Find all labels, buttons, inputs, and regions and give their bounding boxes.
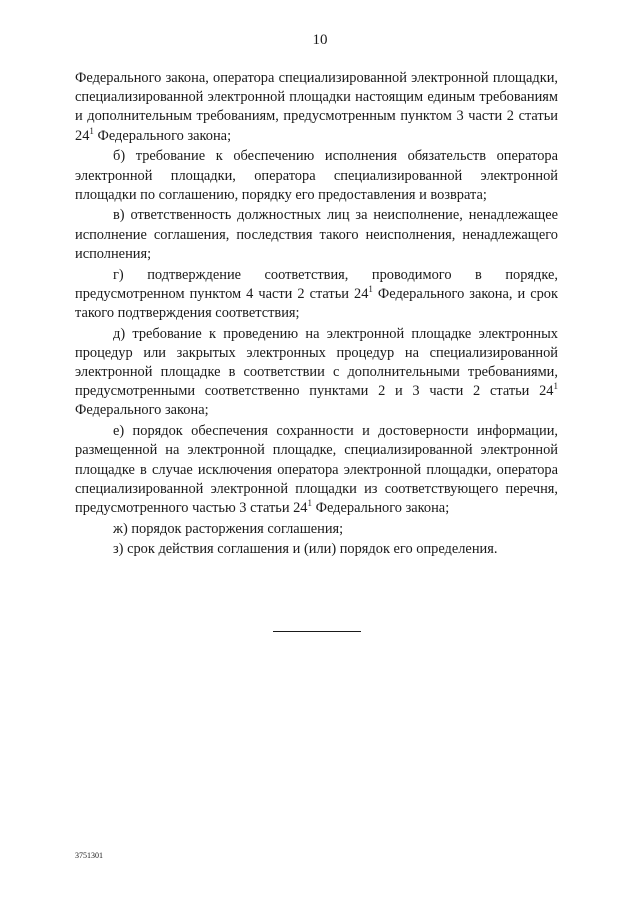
list-item-zh: ж) порядок расторжения соглашения; bbox=[113, 520, 344, 537]
paragraph-tail: Федерального закона; bbox=[93, 127, 232, 144]
paragraph-text: Федерального закона, оператора специализированной электронной площадки, специализированной электронной площадки настоящим единым требованиям и дополнительным требованиям, предусмотренным пунктом 3 части 2 статьи 24 bbox=[75, 70, 558, 144]
paragraph-text: д) требование к проведению на электронной площадке электронных процедур или закрытых электронных процедур на специализированной электронной площадке в соответствии с дополнительными требованиями, предусмотренными соответственно пунктами 2 и 3 части 2 статьи 24 bbox=[75, 325, 558, 400]
document-code: 3751301 bbox=[75, 851, 103, 860]
list-item-e bbox=[75, 422, 558, 518]
list-item-z: з) срок действия соглашения и (или) порядок его определения. bbox=[113, 541, 498, 558]
document-body bbox=[75, 69, 558, 561]
superscript: 1 bbox=[368, 283, 373, 294]
list-item-d bbox=[75, 325, 558, 421]
list-item-v: в) ответственность должностных лиц за неисполнение, ненадлежащее исполнение соглашения, последствия такого неисполнения, ненадлежащего исполнения; bbox=[75, 207, 558, 262]
end-rule bbox=[273, 631, 361, 632]
paragraph-tail: Федерального закона; bbox=[75, 402, 209, 419]
superscript: 1 bbox=[307, 497, 313, 508]
paragraph-tail: Федерального закона; bbox=[312, 499, 450, 516]
list-item-b: б) требование к обеспечению исполнения обязательств оператора электронной площадки, оператора специализированной электронной площадки по соглашению, порядку его предоставления и возврата; bbox=[75, 148, 558, 203]
paragraph-text: е) порядок обеспечения сохранности и достоверности информации, размещенной на электронной площадке, специализированной электронной площадке в случае исключения оператора электронной площадки, оператора специализированной электронной площадки из соответствующего перечня, предусмотренного частью 3 статьи 24 bbox=[75, 423, 558, 516]
paragraph-text: г) подтверждение соответствия, проводимого в порядке, предусмотренном пунктом 4 части 2 статьи 24 bbox=[75, 266, 558, 302]
list-item-g bbox=[75, 266, 558, 324]
superscript: 1 bbox=[553, 381, 558, 392]
superscript: 1 bbox=[89, 125, 94, 136]
paragraph-tail: Федерального закона, и срок такого подтверждения соответствия; bbox=[75, 285, 558, 321]
paragraph-continuation bbox=[75, 69, 558, 146]
page-number: 10 bbox=[312, 32, 328, 48]
